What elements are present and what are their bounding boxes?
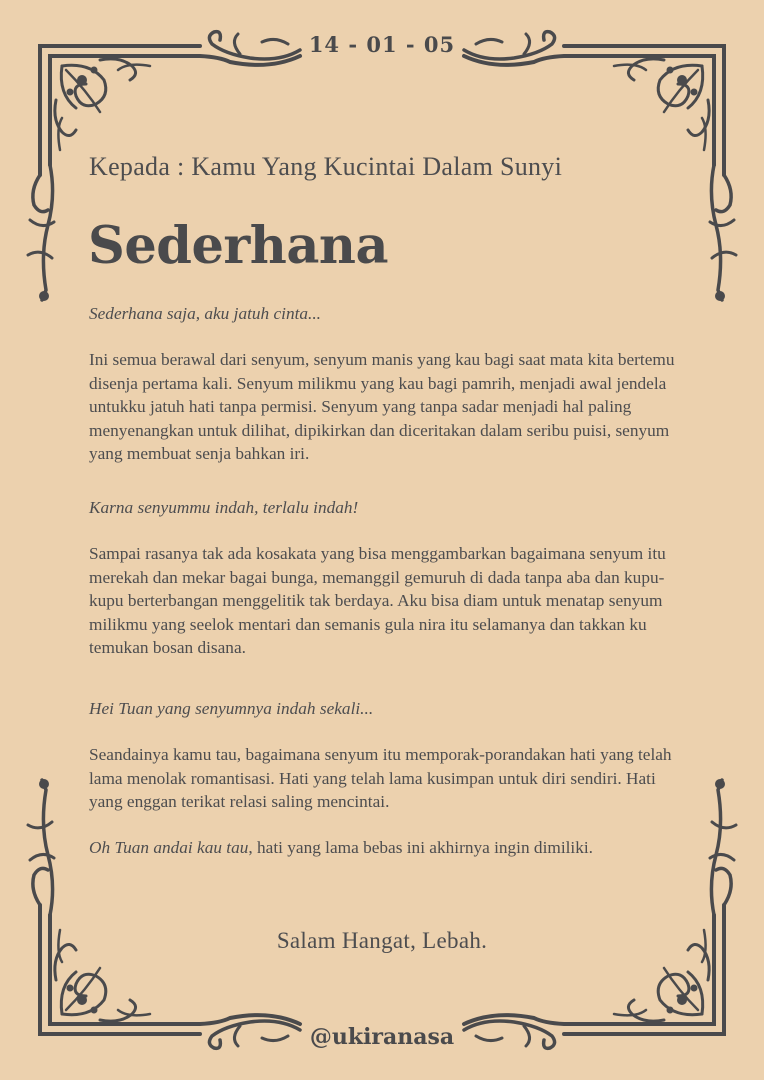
paragraph-1: Ini semua berawal dari senyum, senyum manis yang kau bagi saat mata kita bertemu disenja pertama kali. Senyum milikmu yang kau bagi pamrih, menjadi awal jendela untukku jatuh hati tanpa permisi. Senyum yang tanpa sadar menjadi hal paling menyenangkan untuk dilihat, dipikirkan dan diceritakan dalam seribu puisi, senyum yang membuat senja bahkan iri. bbox=[89, 350, 675, 464]
intro-line: Sederhana saja, aku jatuh cinta... bbox=[89, 304, 321, 323]
author-handle: @ukiranasa bbox=[309, 1024, 455, 1050]
final-line-italic: Oh Tuan andai kau tau bbox=[89, 838, 249, 857]
paragraph-2: Sampai rasanya tak ada kosakata yang bisa menggambarkan bagaimana senyum itu merekah dan mekar bagai bunga, memanggil gemuruh di dada tanpa aba dan kupu-kupu berterbangan menggelitik tak berdaya. Aku bisa diam untuk menatap senyum milikmu yang seelok mentari dan semanis gula nira itu selamanya dan takkan ku temukan bosan disana. bbox=[89, 544, 666, 658]
closing-signature: Salam Hangat, Lebah. bbox=[276, 928, 488, 953]
date-heading: 14 - 01 - 05 bbox=[308, 32, 456, 57]
final-line bbox=[89, 836, 689, 860]
letter-title: Sederhana bbox=[88, 216, 389, 276]
recipient-line: Kepada : Kamu Yang Kucintai Dalam Sunyi bbox=[89, 152, 563, 181]
final-line-rest: , hati yang lama bebas ini akhirnya ingin dimiliki. bbox=[248, 838, 593, 857]
interlude-line-1: Karna senyummu indah, terlalu indah! bbox=[89, 498, 359, 517]
paragraph-3: Seandainya kamu tau, bagaimana senyum itu memporak-porandakan hati yang telah lama menolak romantisasi. Hati yang telah lama kusimpan untuk diri sendiri. Hati yang enggan terikat relasi saling mencintai. bbox=[89, 745, 672, 812]
interlude-line-2: Hei Tuan yang senyumnya indah sekali... bbox=[89, 699, 374, 718]
